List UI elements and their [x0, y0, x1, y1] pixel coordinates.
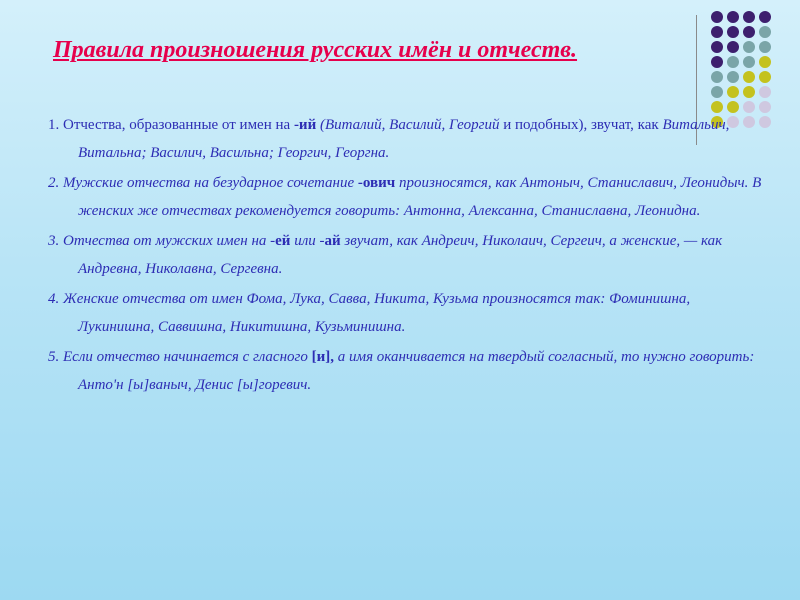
dot-purple: [727, 41, 739, 53]
dot-lavender: [759, 86, 771, 98]
dot-teal: [743, 56, 755, 68]
dot-purple: [711, 56, 723, 68]
rule-text: -ович: [357, 175, 396, 191]
rule-text: (Виталий, Василий, Георгий: [316, 117, 500, 133]
slide-title: Правила произношения русских имён и отчеств.: [53, 37, 578, 63]
dot-purple: [711, 41, 723, 53]
dot-yellow: [743, 86, 755, 98]
rule-text: а имя оканчивается на твердый согласный, то нужно говорить: Анто'н [ы]ваныч, Денис [ы]горевич.: [78, 349, 755, 393]
dot-yellow: [759, 56, 771, 68]
rule-text: [и],: [311, 349, 335, 365]
dot-teal: [711, 86, 723, 98]
dot-purple: [711, 11, 723, 23]
rule-text: 1. Отчества, образованные от имен на: [48, 117, 294, 133]
dot-teal: [759, 41, 771, 53]
rule-text: произносятся, как Антоныч, Станиславич, Леонидыч. В женских же отчествах рекомендуется говорить: Антонна, Алексанна, Станиславна, Леонидна.: [78, 175, 762, 219]
dot-purple: [743, 11, 755, 23]
rule-text: -ий: [293, 117, 317, 133]
rule-item: [48, 169, 768, 225]
rule-text: ай: [324, 233, 341, 249]
dot-yellow: [727, 86, 739, 98]
dot-teal: [727, 56, 739, 68]
rule-text: ей: [275, 233, 291, 249]
dot-purple: [743, 26, 755, 38]
dot-teal: [727, 71, 739, 83]
rule-text: 4. Женские отчества от имен Фома, Лука, Савва, Никита, Кузьма произносятся так: Фоминишна, Лукинишна, Саввишна, Никитишна, Кузьминишна.: [48, 291, 691, 335]
rule-item: [48, 343, 768, 399]
rule-text: 3. Отчества от мужских имен на -: [48, 233, 276, 249]
dot-teal: [759, 26, 771, 38]
rule-text: звучат, как Андреич, Николаич, Сергеич, а женские, — как Андревна, Николавна, Сергевна.: [78, 233, 723, 277]
dot-purple: [759, 11, 771, 23]
rule-text: 5. Если отчество начинается с гласного: [48, 349, 312, 365]
dot-teal: [711, 71, 723, 83]
dot-yellow: [759, 71, 771, 83]
rule-text: Витальич, Витальна; Василич, Васильна; Георгич, Георгна.: [78, 117, 730, 161]
rule-item: [48, 227, 768, 283]
dot-yellow: [743, 71, 755, 83]
rule-item: [48, 285, 768, 341]
rule-text: и подобных), звучат, как: [499, 117, 663, 133]
dot-purple: [711, 26, 723, 38]
dot-purple: [727, 11, 739, 23]
rule-text: 2. Мужские отчества на безударное сочетание: [48, 175, 358, 191]
rule-item: [48, 111, 768, 167]
rules-list: [48, 111, 768, 401]
rule-text: или -: [290, 233, 325, 249]
dot-teal: [743, 41, 755, 53]
dot-purple: [727, 26, 739, 38]
